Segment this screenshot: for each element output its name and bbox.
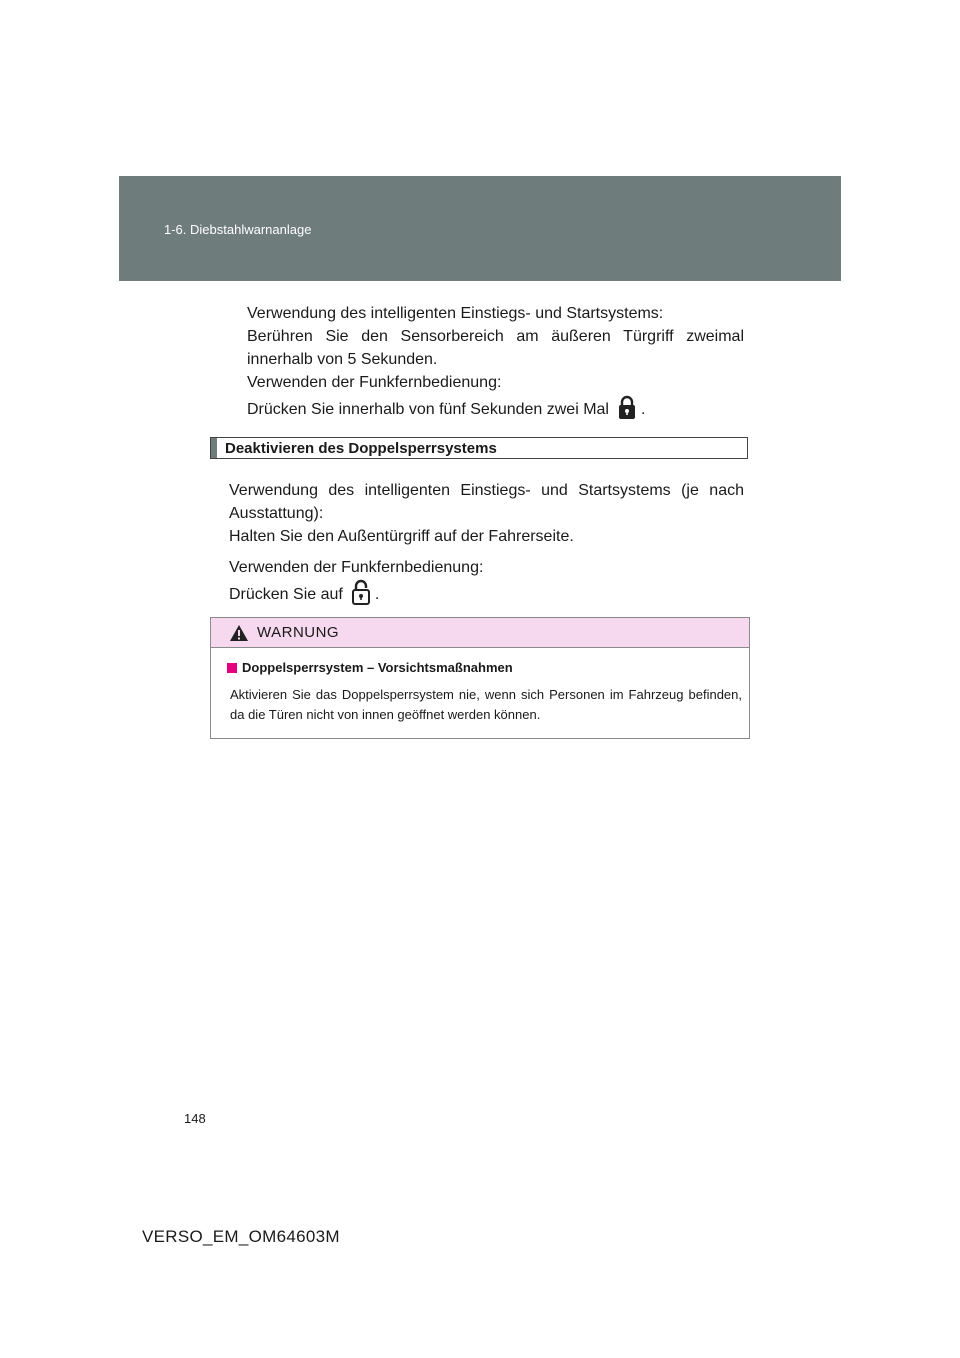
warning-item-title: Doppelsperrsystem – Vorsichtsmaßnahmen <box>227 660 513 675</box>
lock-icon <box>617 394 637 427</box>
activation-remote-instruction: Drücken Sie innerhalb von fünf Sekunden zwei Mal <box>247 401 609 418</box>
deactivation-smart-line2: Ausstattung): <box>229 505 324 522</box>
deactivation-remote-label: Verwenden der Funkfernbedienung: <box>229 559 484 576</box>
deactivation-remote-instruction: Drücken Sie auf <box>229 586 343 603</box>
warning-triangle-icon <box>229 624 249 647</box>
warning-header <box>211 618 749 648</box>
warning-body: Aktivieren Sie das Doppelsperrsystem nie, wenn sich Personen im Fahrzeug befinden, da die Türen nicht von innen geöffnet werden können. <box>230 687 742 722</box>
deactivation-smart-instruction: Halten Sie den Außentürgriff auf der Fahrerseite. <box>229 528 574 545</box>
deactivation-remote-row: Drücken Sie auf . <box>229 579 379 612</box>
bullet-square-icon <box>227 663 237 673</box>
warning-title: WARNUNG <box>257 624 340 641</box>
unlock-icon <box>351 579 371 612</box>
doc-code: VERSO_EM_OM64603M <box>142 1227 340 1246</box>
section-label: 1-6. Diebstahlwarnanlage <box>164 222 312 237</box>
deactivation-heading: Deaktivieren des Doppelsperrsystems <box>225 440 497 457</box>
header-band <box>119 176 841 281</box>
activation-smart-line1: Berühren Sie den Sensorbereich am äußeren Türgriff zweimal <box>247 328 744 345</box>
activation-smart-line2: innerhalb von 5 Sekunden. <box>247 351 438 368</box>
warning-box <box>210 617 750 739</box>
heading-bar <box>211 438 217 458</box>
activation-smart-label: Verwendung des intelligenten Einstiegs- und Startsystems: <box>247 305 664 322</box>
activation-remote-row: Drücken Sie innerhalb von fünf Sekunden zwei Mal . <box>247 394 645 427</box>
deactivation-heading-box <box>210 437 748 459</box>
deactivation-smart-line1: Verwendung des intelligenten Einstiegs- und Startsystems (je nach <box>229 482 744 499</box>
page-number: 148 <box>184 1111 206 1126</box>
activation-remote-label: Verwenden der Funkfernbedienung: <box>247 374 502 391</box>
